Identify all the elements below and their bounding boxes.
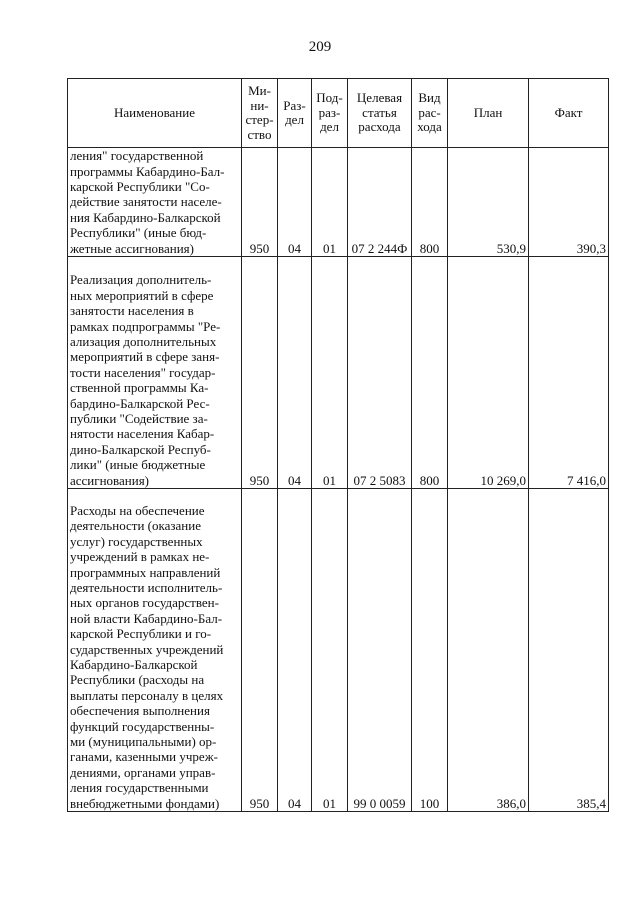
cell-subsection: 01: [312, 257, 348, 489]
cell-expense-type: 100: [412, 489, 448, 812]
header-subsection-text: Под- раз- дел: [316, 90, 343, 135]
header-subsection: [312, 79, 348, 148]
header-target-item-text: Целевая статья расхода: [356, 90, 403, 135]
header-name: Наименование: [68, 79, 242, 148]
header-section-text: Раз- дел: [283, 97, 306, 127]
header-target-item: [348, 79, 412, 148]
cell-plan: 386,0: [448, 489, 529, 812]
cell-fact: 385,4: [529, 489, 609, 812]
cell-fact: 390,3: [529, 148, 609, 257]
cell-section: 04: [278, 148, 312, 257]
table-row: [68, 257, 609, 489]
cell-ministry: 950: [242, 148, 278, 257]
cell-plan: 10 269,0: [448, 257, 529, 489]
header-ministry: [242, 79, 278, 148]
header-plan: План: [448, 79, 529, 148]
header-row: [68, 79, 609, 148]
cell-target-item: 99 0 0059: [348, 489, 412, 812]
cell-name: [68, 489, 242, 812]
header-ministry-text: Ми- ни- стер- ство: [245, 83, 274, 142]
cell-expense-type: 800: [412, 257, 448, 489]
cell-expense-type: 800: [412, 148, 448, 257]
cell-target-item: 07 2 244Ф: [348, 148, 412, 257]
cell-fact: 7 416,0: [529, 257, 609, 489]
cell-section: 04: [278, 257, 312, 489]
cell-target-item: 07 2 5083: [348, 257, 412, 489]
cell-ministry: 950: [242, 257, 278, 489]
cell-name-text: Расходы на обеспечение деятельности (оказание услуг) государственных учреждений в рамках не- программных направлений деятельности исполнитель- ных органов государствен- ной власти Кабардино-Бал- карской Республики и го- сударственных учреждений Кабардино-Балкарской Республики (расходы на выплаты персоналу в целях обеспечения выполнения функций государственны- ми (муниципальными) ор- ганами, казенными учреж- дениями, органами управ- ления государственными внебюджетными фондами): [70, 502, 224, 811]
header-section: [278, 79, 312, 148]
table-row: [68, 148, 609, 257]
cell-ministry: 950: [242, 489, 278, 812]
cell-name: [68, 257, 242, 489]
cell-subsection: 01: [312, 148, 348, 257]
budget-table: [67, 78, 609, 812]
cell-name-text: Реализация дополнитель- ных мероприятий в сфере занятости населения в рамках подпрограммы "Ре- ализация дополнительных мероприятий в сфере заня- тости населения" государ- ственной программы Ка- бардино-Балкарской Рес- публики "Содействие за- нятости населения Кабар- дино-Балкарской Респуб- лики" (иные бюджетные ассигнования): [70, 272, 221, 488]
page-number: 209: [308, 39, 332, 55]
cell-subsection: 01: [312, 489, 348, 812]
header-expense-type-text: Вид рас- хода: [417, 90, 442, 135]
table-row: [68, 489, 609, 812]
cell-name: [68, 148, 242, 257]
header-expense-type: [412, 79, 448, 148]
cell-section: 04: [278, 489, 312, 812]
cell-plan: 530,9: [448, 148, 529, 257]
header-fact: Факт: [529, 79, 609, 148]
cell-name-text: ления" государственной программы Кабардино-Бал- карской Республики "Со- действие занятости населе- ния Кабардино-Балкарской Республики" (иные бюд- жетные ассигнования): [70, 148, 225, 256]
